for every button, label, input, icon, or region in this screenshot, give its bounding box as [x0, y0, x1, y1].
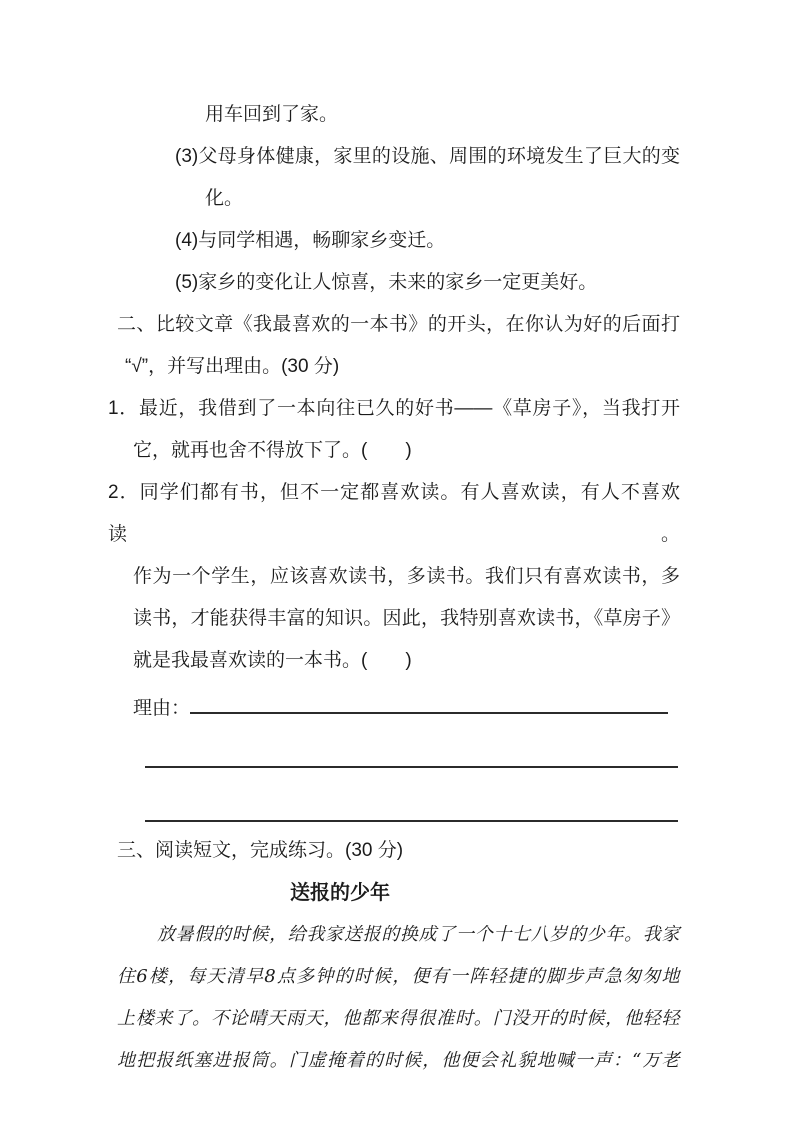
part2-item-2-line-1: 2．同学们都有书，但不一定都喜欢读。有人喜欢读，有人不喜欢读。	[108, 482, 680, 545]
part1-item-4: (4)与同学相遇，畅聊家乡变迁。	[175, 230, 446, 251]
answer-line-3[interactable]	[145, 790, 678, 822]
passage-title: 送报的少年	[290, 882, 390, 904]
reason-label: 理由：	[133, 698, 191, 719]
part2-item-1-line-1: 1．最近，我借到了一本向往已久的好书——《草房子》，当我打开	[108, 398, 680, 419]
part1-closing-line: 用车回到了家。	[205, 104, 339, 125]
passage-line-3: 上楼来了。不论晴天雨天，他都来得很准时。门没开的时候，他轻轻	[117, 1008, 680, 1029]
part2-item-2-line-3: 读书，才能获得丰富的知识。因此，我特别喜欢读书，《草房子》	[133, 608, 680, 629]
part2-item-2-line-4: 就是我最喜欢读的一本书。( )	[133, 650, 412, 671]
reason-line	[133, 682, 680, 730]
passage-line-4: 地把报纸塞进报筒。门虚掩着的时候，他便会礼貌地喊一声：“万老	[117, 1050, 680, 1071]
reason-answer-line[interactable]	[190, 682, 668, 714]
passage-line-2: 住6楼，每天清早8点多钟的时候，便有一阵轻捷的脚步声急匆匆地	[117, 966, 680, 987]
part1-item-3-line-2: 化。	[205, 188, 244, 209]
answer-line-row	[145, 736, 680, 784]
part3-heading: 三、阅读短文，完成练习。(30 分)	[117, 840, 404, 861]
answer-line-2[interactable]	[145, 736, 678, 768]
part1-item-5: (5)家乡的变化让人惊喜，未来的家乡一定更美好。	[175, 272, 598, 293]
part2-heading-line-1: 二、比较文章《我最喜欢的一本书》的开头，在你认为好的后面打	[117, 314, 680, 335]
part1-item-3-line-1: (3)父母身体健康，家里的设施、周围的环境发生了巨大的变	[175, 146, 680, 167]
part2-heading-line-2: “√”，并写出理由。(30 分)	[125, 356, 340, 377]
passage-line-1: 放暑假的时候，给我家送报的换成了一个十七八岁的少年。我家	[157, 924, 680, 945]
part2-item-2-line-2: 作为一个学生，应该喜欢读书，多读书。我们只有喜欢读书，多	[133, 566, 680, 587]
part2-item-1-line-2: 它，就再也舍不得放下了。( )	[133, 440, 412, 461]
